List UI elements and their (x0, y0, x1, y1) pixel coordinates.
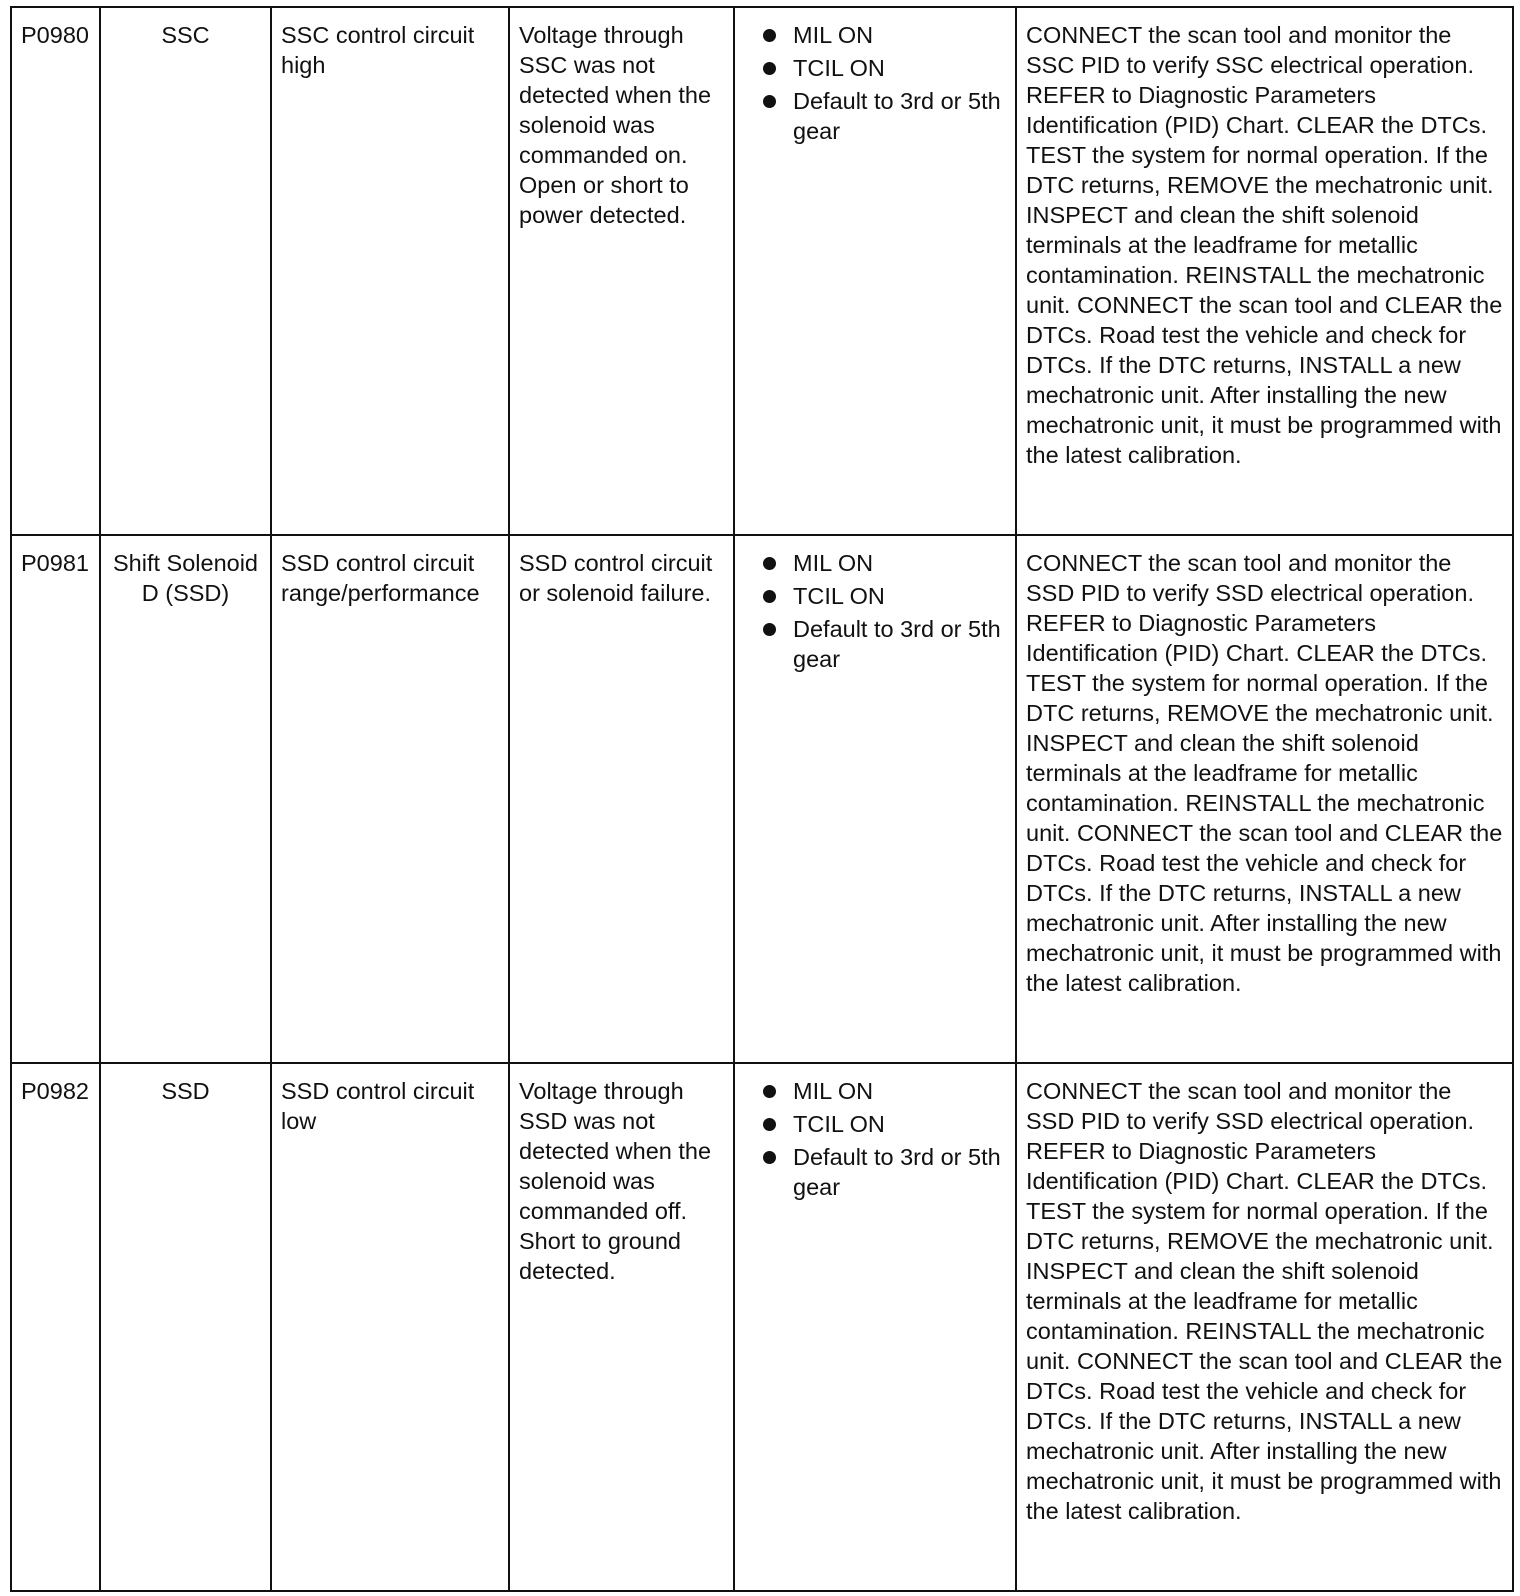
bullet-icon (763, 1085, 776, 1098)
action-cell: CONNECT the scan tool and monitor the SSC PID to verify SSC electrical operation. REFER to Diagnostic Parameters Identification (PID) Chart. CLEAR the DTCs. TEST the system for normal operation. If the DTC returns, REMOVE the mechatronic unit. INSPECT and clean the shift solenoid terminals at the leadframe for metallic contamination. REINSTALL the mechatronic unit. CONNECT the scan tool and CLEAR the DTCs. Road test the vehicle and check for DTCs. If the DTC returns, INSTALL a new mechatronic unit. After installing the new mechatronic unit, it must be programmed with the latest calibration. (1016, 7, 1513, 535)
list-item (761, 614, 1008, 674)
bullet-icon (763, 62, 776, 75)
effects-list (761, 20, 1008, 146)
effect-text: MIL ON (793, 550, 874, 576)
bullet-icon (763, 623, 776, 636)
component-cell: SSD (100, 1063, 271, 1591)
condition-cell: Voltage through SSC was not detected when the solenoid was commanded on. Open or short to power detected. (509, 7, 734, 535)
condition-cell: Voltage through SSD was not detected when the solenoid was commanded off. Short to ground detected. (509, 1063, 734, 1591)
bullet-icon (763, 590, 776, 603)
effects-list (761, 1076, 1008, 1202)
list-item (761, 1076, 1008, 1106)
list-item (761, 20, 1008, 50)
list-item (761, 581, 1008, 611)
list-item (761, 86, 1008, 146)
effect-text: Default to 3rd or 5th gear (793, 1144, 1001, 1200)
dtc-table (10, 6, 1514, 1592)
effects-list (761, 548, 1008, 674)
description-cell: SSD control circuit low (271, 1063, 509, 1591)
action-cell: CONNECT the scan tool and monitor the SSD PID to verify SSD electrical operation. REFER to Diagnostic Parameters Identification (PID) Chart. CLEAR the DTCs. TEST the system for normal operation. If the DTC returns, REMOVE the mechatronic unit. INSPECT and clean the shift solenoid terminals at the leadframe for metallic contamination. REINSTALL the mechatronic unit. CONNECT the scan tool and CLEAR the DTCs. Road test the vehicle and check for DTCs. If the DTC returns, INSTALL a new mechatronic unit. After installing the new mechatronic unit, it must be programmed with the latest calibration. (1016, 535, 1513, 1063)
bullet-icon (763, 95, 776, 108)
action-cell: CONNECT the scan tool and monitor the SSD PID to verify SSD electrical operation. REFER to Diagnostic Parameters Identification (PID) Chart. CLEAR the DTCs. TEST the system for normal operation. If the DTC returns, REMOVE the mechatronic unit. INSPECT and clean the shift solenoid terminals at the leadframe for metallic contamination. REINSTALL the mechatronic unit. CONNECT the scan tool and CLEAR the DTCs. Road test the vehicle and check for DTCs. If the DTC returns, INSTALL a new mechatronic unit. After installing the new mechatronic unit, it must be programmed with the latest calibration. (1016, 1063, 1513, 1591)
component-cell: Shift Solenoid D (SSD) (100, 535, 271, 1063)
bullet-icon (763, 557, 776, 570)
list-item (761, 53, 1008, 83)
table-row (11, 7, 1513, 535)
effect-text: Default to 3rd or 5th gear (793, 88, 1001, 144)
effects-cell (734, 7, 1016, 535)
effect-text: MIL ON (793, 1078, 874, 1104)
dtc-code-cell: P0980 (11, 7, 100, 535)
bullet-icon (763, 1118, 776, 1131)
effect-text: Default to 3rd or 5th gear (793, 616, 1001, 672)
table-row (11, 535, 1513, 1063)
bullet-icon (763, 29, 776, 42)
component-cell: SSC (100, 7, 271, 535)
list-item (761, 548, 1008, 578)
list-item (761, 1142, 1008, 1202)
effect-text: TCIL ON (793, 55, 885, 81)
dtc-code-cell: P0981 (11, 535, 100, 1063)
dtc-code-cell: P0982 (11, 1063, 100, 1591)
bullet-icon (763, 1151, 776, 1164)
description-cell: SSC control circuit high (271, 7, 509, 535)
effects-cell (734, 1063, 1016, 1591)
condition-cell: SSD control circuit or solenoid failure. (509, 535, 734, 1063)
list-item (761, 1109, 1008, 1139)
effect-text: TCIL ON (793, 1111, 885, 1137)
description-cell: SSD control circuit range/performance (271, 535, 509, 1063)
effect-text: MIL ON (793, 22, 874, 48)
effect-text: TCIL ON (793, 583, 885, 609)
effects-cell (734, 535, 1016, 1063)
table-row (11, 1063, 1513, 1591)
